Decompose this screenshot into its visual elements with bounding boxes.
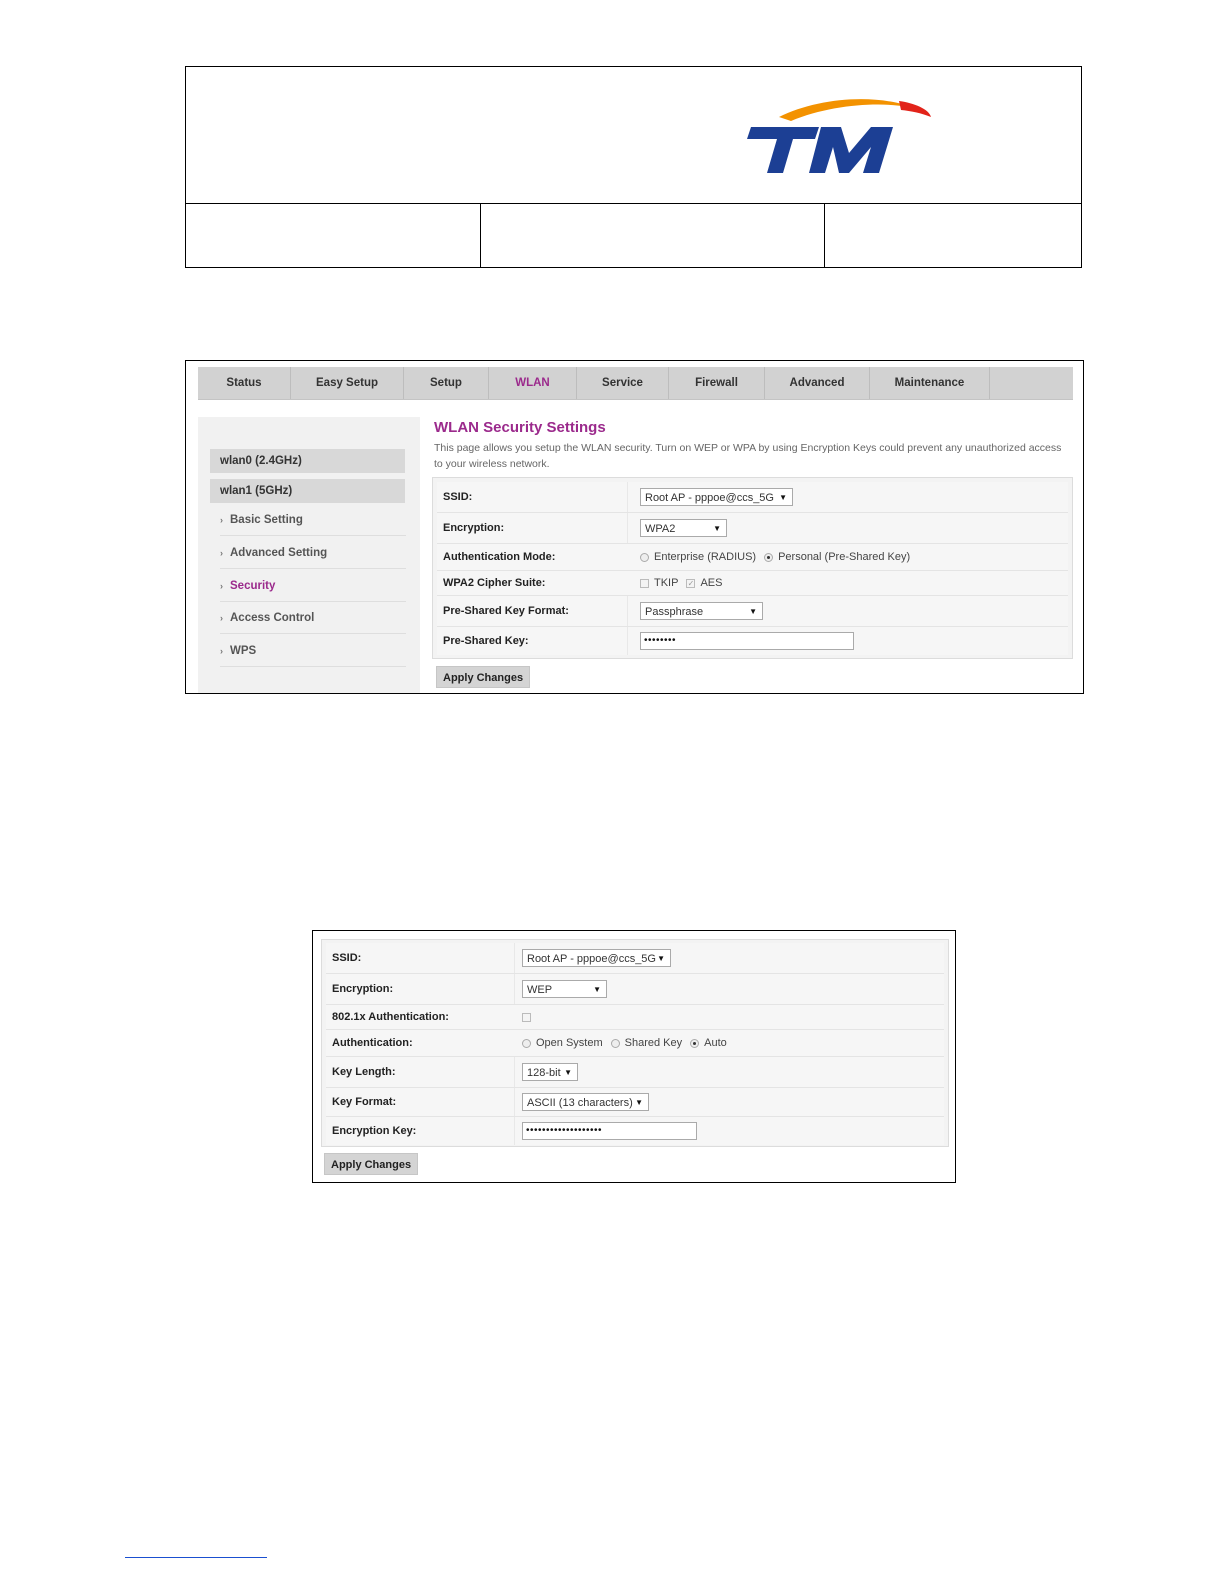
- psk-format-select-value: Passphrase: [645, 606, 704, 618]
- chevron-right-icon: ›: [220, 581, 223, 591]
- checkbox-aes-label: AES: [700, 577, 723, 589]
- auth-mode-label: Authentication Mode:: [443, 551, 556, 563]
- chevron-right-icon: ›: [220, 515, 223, 525]
- form-row-encryption: [326, 974, 944, 1005]
- encryption-label: Encryption:: [443, 522, 505, 534]
- cipher-label: WPA2 Cipher Suite:: [443, 577, 546, 589]
- form-row-cipher: [437, 571, 1068, 596]
- encryption-select[interactable]: [640, 519, 727, 537]
- ssid-label: SSID:: [443, 491, 473, 503]
- psk-input[interactable]: ••••••••: [640, 632, 854, 650]
- form-row-key-format: [326, 1088, 944, 1117]
- encryption-select[interactable]: [522, 980, 607, 998]
- ssid-select[interactable]: [522, 949, 671, 967]
- encryption-key-input[interactable]: •••••••••••••••••••: [522, 1122, 697, 1140]
- radio-enterprise[interactable]: [640, 553, 649, 562]
- dot1x-label: 802.1x Authentication:: [332, 1011, 449, 1023]
- chevron-right-icon: ›: [220, 646, 223, 656]
- form-row-psk-format: [437, 596, 1068, 627]
- form-row-encryption: [437, 513, 1068, 544]
- tm-logo: [739, 95, 934, 175]
- ssid-select-value: Root AP - pppoe@ccs_5G: [527, 953, 656, 965]
- nav-tab-easy-setup[interactable]: Easy Setup: [291, 367, 404, 399]
- header-cell-2: [480, 203, 825, 268]
- key-length-select[interactable]: [522, 1063, 578, 1081]
- side-item-label: Advanced Setting: [230, 547, 328, 559]
- dropdown-arrow-icon: ▼: [657, 954, 665, 963]
- dropdown-arrow-icon: ▼: [779, 493, 787, 502]
- encryption-select-value: WPA2: [645, 523, 676, 535]
- header-cell-1: [186, 203, 481, 268]
- nav-tab-service[interactable]: Service: [577, 367, 669, 399]
- wep-form: [321, 939, 949, 1147]
- form-row-authentication: [326, 1030, 944, 1057]
- side-item-wps[interactable]: [220, 635, 406, 667]
- page-description: This page allows you setup the WLAN security. Turn on WEP or WPA by using Encryption Keys could prevent any unauthorized access to your wireless network.: [434, 442, 1062, 470]
- radio-open-system-label: Open System: [536, 1037, 603, 1049]
- nav-tab-advanced[interactable]: Advanced: [765, 367, 870, 399]
- side-item-security[interactable]: [220, 570, 406, 602]
- dropdown-arrow-icon: ▼: [713, 524, 721, 533]
- ssid-select-value: Root AP - pppoe@ccs_5G: [645, 492, 774, 504]
- radio-shared-key-label: Shared Key: [624, 1037, 683, 1049]
- chevron-right-icon: ›: [220, 613, 223, 623]
- apply-changes-button[interactable]: Apply Changes: [324, 1153, 418, 1175]
- nav-tab-status[interactable]: Status: [198, 367, 291, 399]
- form-row-encryption-key: [326, 1117, 944, 1145]
- top-nav-bar: [198, 367, 1073, 400]
- page-title: WLAN Security Settings: [434, 419, 606, 436]
- security-form: [432, 477, 1073, 659]
- ssid-select[interactable]: [640, 488, 793, 506]
- side-item-access-control[interactable]: [220, 602, 406, 634]
- key-format-label: Key Format:: [332, 1096, 397, 1108]
- radio-auto-label: Auto: [704, 1037, 727, 1049]
- encryption-key-label: Encryption Key:: [332, 1125, 417, 1137]
- form-row-ssid: [326, 943, 944, 974]
- encryption-label: Encryption:: [332, 983, 394, 995]
- side-item-label: WPS: [230, 645, 257, 657]
- dropdown-arrow-icon: ▼: [564, 1068, 572, 1077]
- document-header-table: [185, 66, 1082, 268]
- radio-open-system[interactable]: [522, 1039, 531, 1048]
- psk-label: Pre-Shared Key:: [443, 635, 529, 647]
- ssid-label: SSID:: [332, 952, 362, 964]
- side-item-label: Security: [230, 580, 276, 592]
- form-row-auth-mode: [437, 544, 1068, 571]
- side-group-wlan1[interactable]: wlan1 (5GHz): [210, 479, 405, 503]
- dropdown-arrow-icon: ▼: [749, 607, 757, 616]
- nav-tab-setup[interactable]: Setup: [404, 367, 489, 399]
- logo-row: [186, 67, 1081, 204]
- nav-tab-firewall[interactable]: Firewall: [669, 367, 765, 399]
- psk-format-select[interactable]: [640, 602, 763, 620]
- screenshot-wpa2-settings: [185, 360, 1084, 694]
- footer-link-underline: [125, 1557, 267, 1558]
- side-group-wlan0[interactable]: wlan0 (2.4GHz): [210, 449, 405, 473]
- nav-tab-wlan[interactable]: WLAN: [489, 367, 577, 399]
- psk-format-label: Pre-Shared Key Format:: [443, 605, 569, 617]
- header-cell-3: [825, 203, 1081, 268]
- dropdown-arrow-icon: ▼: [635, 1098, 643, 1107]
- checkbox-dot1x[interactable]: [522, 1013, 531, 1022]
- checkbox-tkip[interactable]: [640, 579, 649, 588]
- checkbox-aes[interactable]: ✓: [687, 578, 695, 588]
- authentication-label: Authentication:: [332, 1037, 413, 1049]
- form-row-dot1x: [326, 1005, 944, 1030]
- checkbox-tkip-label: TKIP: [654, 577, 679, 589]
- encryption-select-value: WEP: [527, 984, 553, 996]
- side-item-label: Access Control: [230, 612, 315, 624]
- side-menu: [198, 417, 420, 694]
- chevron-right-icon: ›: [220, 548, 223, 558]
- nav-tab-maintenance[interactable]: Maintenance: [870, 367, 990, 399]
- key-format-select-value: ASCII (13 characters): [527, 1097, 633, 1109]
- apply-changes-button[interactable]: Apply Changes: [436, 666, 530, 688]
- dropdown-arrow-icon: ▼: [593, 985, 601, 994]
- screenshot-wep-settings: [312, 930, 956, 1183]
- form-row-key-length: [326, 1057, 944, 1088]
- side-item-basic-setting[interactable]: [220, 504, 406, 536]
- radio-personal-label: Personal (Pre-Shared Key): [778, 551, 911, 563]
- key-length-select-value: 128-bit: [527, 1067, 561, 1079]
- form-row-psk: [437, 627, 1068, 655]
- side-item-advanced-setting[interactable]: [220, 537, 406, 569]
- radio-personal[interactable]: [764, 553, 773, 562]
- radio-auto[interactable]: [690, 1039, 699, 1048]
- key-format-select[interactable]: [522, 1093, 649, 1111]
- form-row-ssid: [437, 482, 1068, 513]
- side-item-label: Basic Setting: [230, 514, 303, 526]
- radio-enterprise-label: Enterprise (RADIUS): [654, 551, 757, 563]
- radio-shared-key[interactable]: [611, 1039, 620, 1048]
- key-length-label: Key Length:: [332, 1066, 396, 1078]
